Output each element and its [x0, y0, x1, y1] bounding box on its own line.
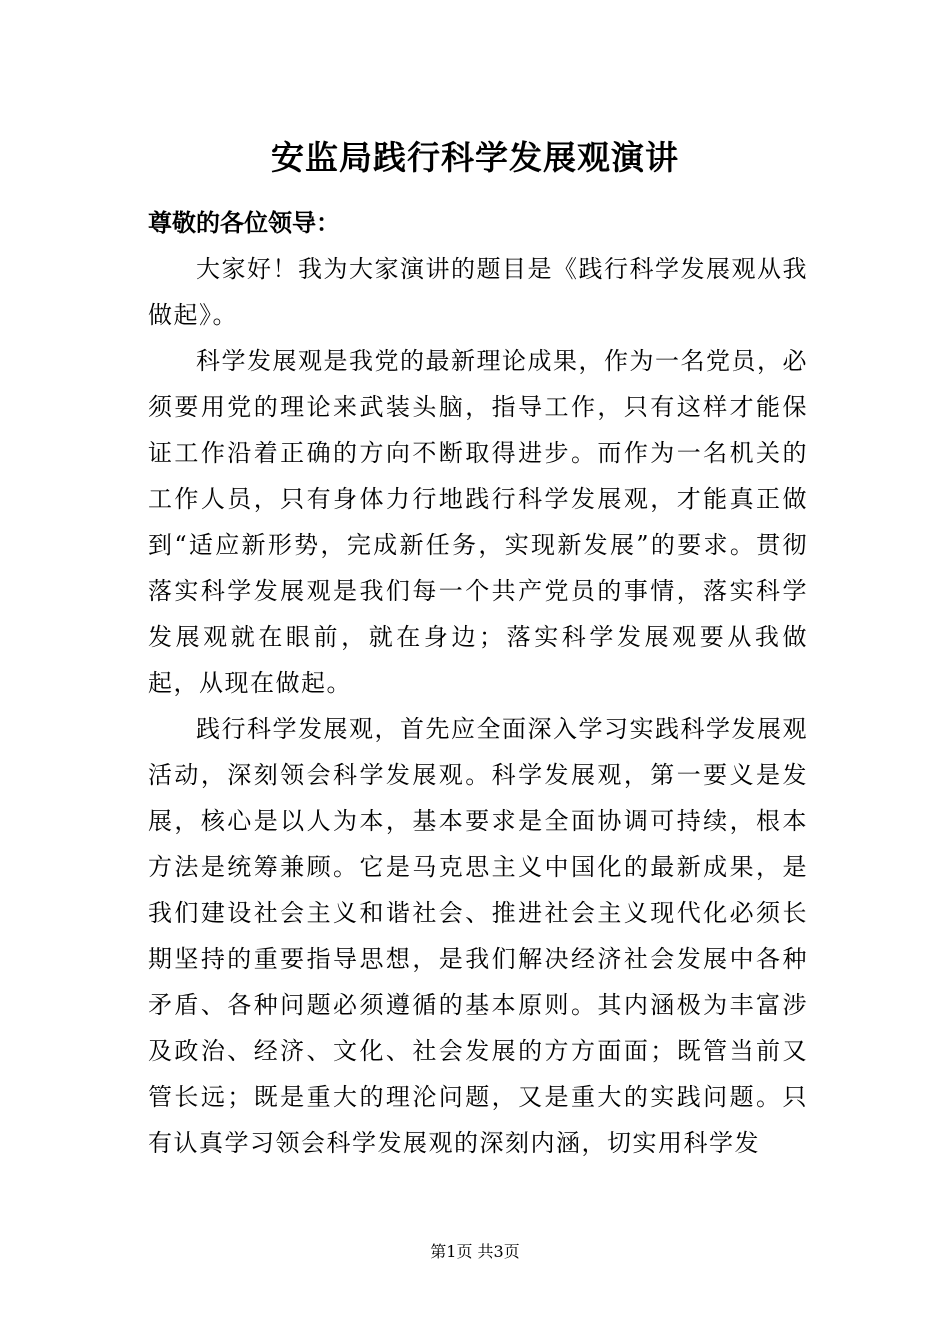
document-title: 安监局践行科学发展观演讲 [271, 138, 679, 177]
salutation: 尊敬的各位领导： [148, 208, 340, 237]
document-body [148, 246, 808, 1166]
paragraph: 科学发展观是我党的最新理论成果，作为一名党员，必须要用党的理论来武装头脑，指导工作，只有这样才能保证工作沿着正确的方向不断取得进步。而作为一名机关的工作人员，只有身体力行地践行科学发展观，才能真正做到“适应新形势，完成新任务，实现新发展”的要求。贯彻落实科学发展观是我们每一个共产党员的事情，落实科学发展观就在眼前，就在身边；落实科学发展观要从我做起，从现在做起。 [148, 347, 808, 697]
paragraph: 践行科学发展观，首先应全面深入学习实践科学发展观活动，深刻领会科学发展观。科学发展观，第一要义是发展，核心是以人为本，基本要求是全面协调可持续，根本方法是统筹兼顾。它是马克思主义中国化的最新成果，是我们建设社会主义和谐社会、推进社会主义现代化必须长期坚持的重要指导思想，是我们解决经济社会发展中各种矛盾、各种问题必须遵循的基本原则。其内涵极为丰富涉及政治、经济、文化、社会发展的方方面面；既管当前又管长远；既是重大的理沦问题，又是重大的实践问题。只有认真学习领会科学发展观的深刻内涵，切实用科学发 [148, 715, 808, 1157]
page-number-footer: 第1页 共3页 [430, 1242, 520, 1261]
paragraph: 大家好！我为大家演讲的题目是《践行科学发展观从我做起》。 [148, 255, 808, 329]
